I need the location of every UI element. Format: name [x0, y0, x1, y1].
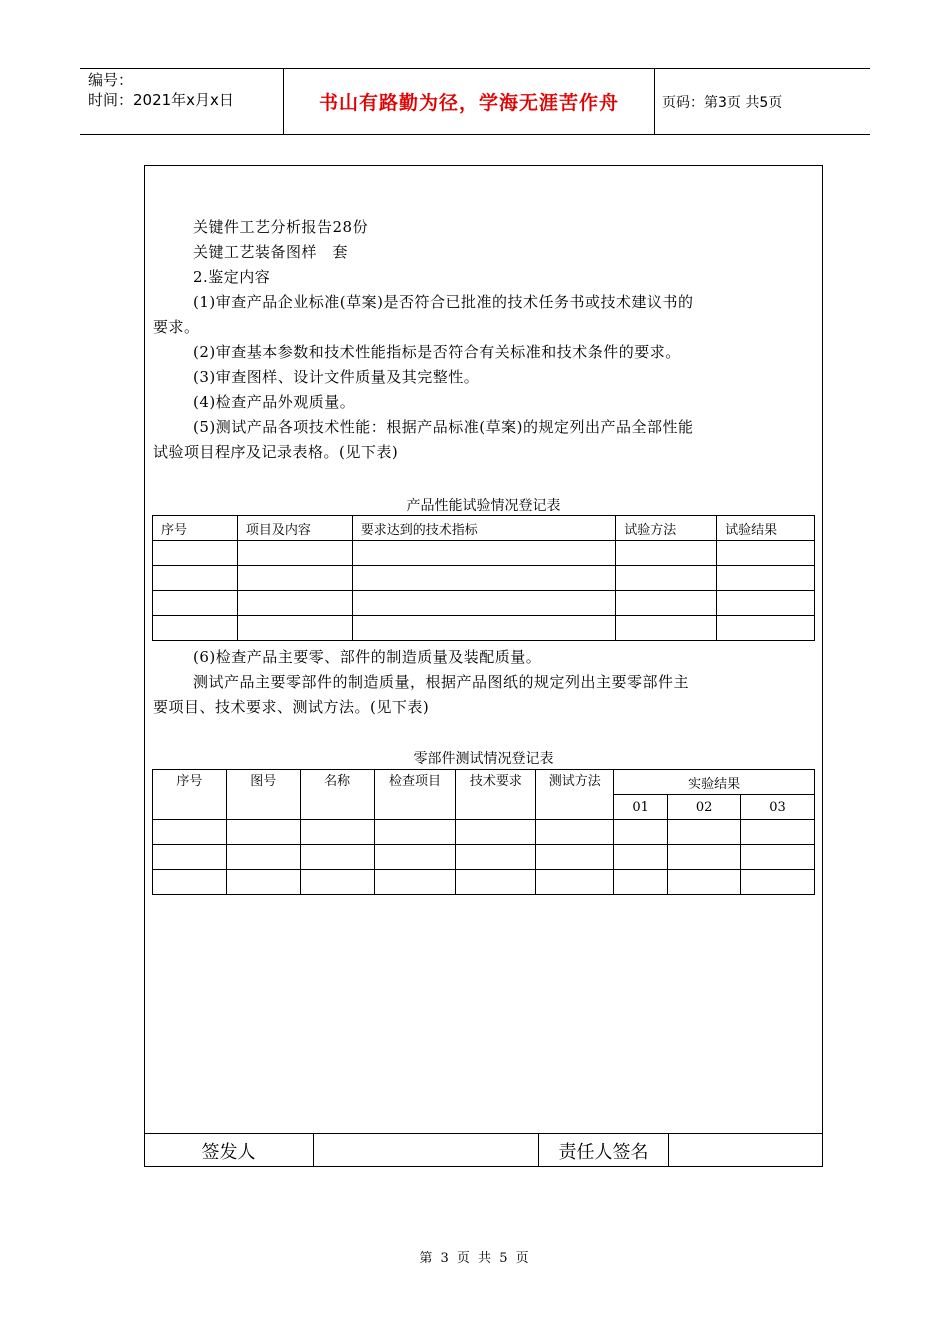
- table-cell[interactable]: [456, 845, 536, 870]
- table-header-cell: 试验结果: [717, 516, 815, 541]
- table-header-cell: 序号: [153, 770, 227, 820]
- table-cell[interactable]: [536, 870, 614, 895]
- header-motto: 书山有路勤为径，学海无涯苦作舟: [318, 92, 619, 114]
- table-cell[interactable]: [456, 820, 536, 845]
- table-header-cell: 测试方法: [536, 770, 614, 820]
- table-cell[interactable]: [616, 541, 717, 566]
- table-cell[interactable]: [717, 591, 815, 616]
- body-line: 2.鉴定内容: [193, 268, 271, 286]
- table-header-row: [153, 770, 815, 795]
- table-subheader-cell: 03: [741, 795, 815, 820]
- body-line: 关键工艺装备图样 套: [193, 243, 349, 261]
- table-cell[interactable]: [300, 870, 374, 895]
- page-number: 第 3 页 共 5 页: [419, 1251, 531, 1266]
- table-cell[interactable]: [614, 845, 668, 870]
- body-line: 要项目、技术要求、测试方法。(见下表): [153, 698, 430, 716]
- table-cell[interactable]: [153, 566, 238, 591]
- table-cell[interactable]: [153, 820, 227, 845]
- body-line: 关键件工艺分析报告28份: [193, 218, 369, 236]
- header-divider: [654, 68, 655, 135]
- table-cell[interactable]: [536, 845, 614, 870]
- table-row: [153, 845, 815, 870]
- body-line: 要求。: [153, 318, 200, 336]
- table-cell[interactable]: [352, 591, 616, 616]
- parts-test-table: [152, 769, 815, 895]
- table-cell[interactable]: [352, 566, 616, 591]
- table-row: [153, 820, 815, 845]
- table-cell[interactable]: [614, 820, 668, 845]
- table-header-cell: 检查项目: [374, 770, 456, 820]
- table-header-cell: 要求达到的技术指标: [352, 516, 616, 541]
- table-subheader-cell: 02: [668, 795, 741, 820]
- table-header-row: [153, 516, 815, 541]
- table-row: [153, 541, 815, 566]
- body-line: (6)检查产品主要零、部件的制造质量及装配质量。: [193, 648, 542, 666]
- table-cell[interactable]: [741, 870, 815, 895]
- table-cell[interactable]: [237, 616, 352, 641]
- body-line: (4)检查产品外观质量。: [193, 393, 356, 411]
- table-cell[interactable]: [614, 870, 668, 895]
- responsible-label: 责任人签名: [558, 1141, 649, 1163]
- table-row: [153, 616, 815, 641]
- table-cell[interactable]: [717, 616, 815, 641]
- table-cell[interactable]: [616, 566, 717, 591]
- table-row: [153, 591, 815, 616]
- table-header-cell: 项目及内容: [237, 516, 352, 541]
- table-cell[interactable]: [668, 845, 741, 870]
- table-cell[interactable]: [668, 870, 741, 895]
- table-cell[interactable]: [153, 616, 238, 641]
- signature-row: [144, 1133, 823, 1167]
- table-cell[interactable]: [226, 820, 300, 845]
- table-cell[interactable]: [741, 845, 815, 870]
- body-text: [153, 215, 817, 465]
- table-cell[interactable]: [226, 870, 300, 895]
- table-cell[interactable]: [717, 566, 815, 591]
- body-text-2: [153, 645, 817, 720]
- table-cell[interactable]: [300, 845, 374, 870]
- table-cell[interactable]: [153, 870, 227, 895]
- table-cell[interactable]: [536, 820, 614, 845]
- performance-test-table: [152, 515, 815, 641]
- table-cell[interactable]: [616, 616, 717, 641]
- header-meta: [88, 70, 234, 110]
- body-line: 试验项目程序及记录表格。(见下表): [153, 443, 399, 461]
- table-row: [153, 566, 815, 591]
- document-number-label: 编号：: [88, 71, 134, 89]
- table-row: [153, 870, 815, 895]
- table-cell[interactable]: [300, 820, 374, 845]
- table-cell[interactable]: [153, 541, 238, 566]
- table-header-cell: 试验方法: [616, 516, 717, 541]
- table-cell[interactable]: [237, 541, 352, 566]
- body-line: (1)审查产品企业标准(草案)是否符合已批准的技术任务书或技术建议书的: [193, 293, 694, 311]
- table-cell[interactable]: [226, 845, 300, 870]
- issuer-signature-field[interactable]: [314, 1134, 538, 1167]
- table-cell[interactable]: [616, 591, 717, 616]
- body-line: (2)审查基本参数和技术性能指标是否符合有关标准和技术条件的要求。: [193, 343, 681, 361]
- table-cell[interactable]: [153, 845, 227, 870]
- header-page-label: 页码：第3页 共5页: [662, 94, 783, 111]
- issuer-label: 签发人: [201, 1141, 256, 1163]
- table-cell[interactable]: [741, 820, 815, 845]
- table1-title: 产品性能试验情况登记表: [406, 498, 561, 514]
- table-cell[interactable]: [374, 870, 456, 895]
- table-cell[interactable]: [352, 541, 616, 566]
- body-line: (3)审查图样、设计文件质量及其完整性。: [193, 368, 480, 386]
- table-header-cell: 实验结果: [614, 770, 815, 795]
- responsible-signature-field[interactable]: [669, 1134, 821, 1167]
- table-cell[interactable]: [237, 566, 352, 591]
- body-line: 测试产品主要零部件的制造质量，根据产品图纸的规定列出主要零部件主: [193, 673, 690, 691]
- table-cell[interactable]: [374, 820, 456, 845]
- table-header-cell: 序号: [153, 516, 238, 541]
- table-cell[interactable]: [237, 591, 352, 616]
- table2-title: 零部件测试情况登记表: [413, 751, 554, 767]
- table-cell[interactable]: [153, 591, 238, 616]
- table-cell[interactable]: [456, 870, 536, 895]
- table-cell[interactable]: [717, 541, 815, 566]
- table-cell[interactable]: [374, 845, 456, 870]
- table-header-cell: 图号: [226, 770, 300, 820]
- body-line: (5)测试产品各项技术性能：根据产品标准(草案)的规定列出产品全部性能: [193, 418, 694, 436]
- table-header-cell: 名称: [300, 770, 374, 820]
- document-date-label: 时间：2021年x月x日: [88, 91, 234, 109]
- table-header-cell: 技术要求: [456, 770, 536, 820]
- table-cell[interactable]: [352, 616, 616, 641]
- table-subheader-cell: 01: [614, 795, 668, 820]
- table-cell[interactable]: [668, 820, 741, 845]
